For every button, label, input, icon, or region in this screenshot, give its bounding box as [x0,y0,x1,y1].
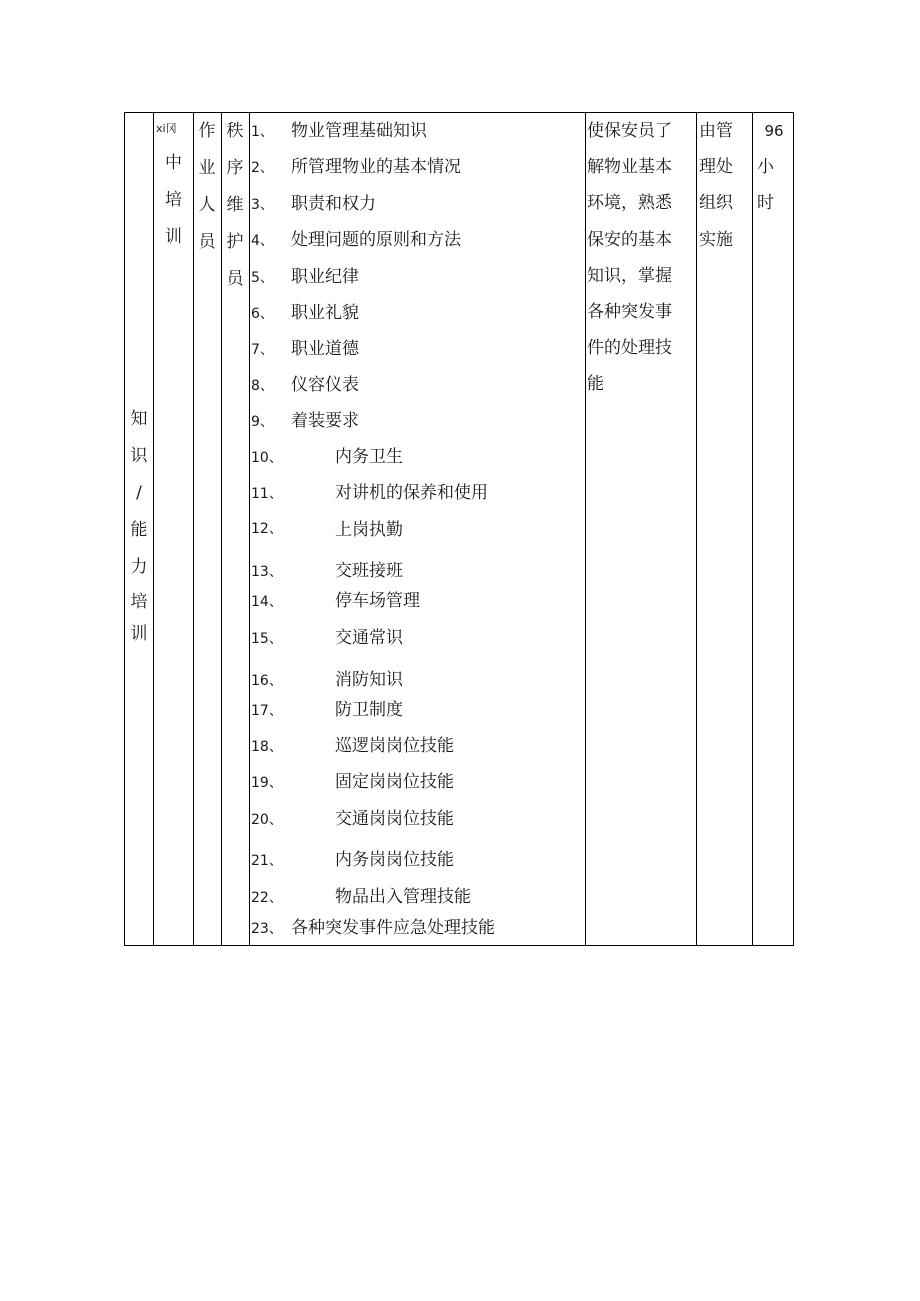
target-char: 业 [198,158,216,178]
goal-line: 使保安员了 [587,121,672,141]
content-number: 19、 [251,775,283,791]
target-char: 人 [198,195,216,215]
content-item [251,194,376,215]
target-char: 作 [198,121,216,141]
content-number: 13、 [251,564,283,580]
program-label [154,113,193,256]
target-col2 [222,113,248,298]
target-char: 秩 [226,121,244,141]
program-char: 培 [165,190,182,210]
organizer-line: 理处 [699,157,733,178]
goal-line: 件的处理技 [587,338,672,359]
content-text: 处理问题的原则和方法 [291,230,461,250]
program-char: 训 [165,227,182,247]
content-text: 防卫制度 [335,700,403,720]
content-number: 9、 [251,414,274,430]
content-number: 23、 [251,921,283,937]
organizer [699,113,733,258]
hours-value: 96 [764,122,784,140]
target-char: 护 [226,232,244,252]
section-char: 能 [130,520,148,540]
program-char: 中 [165,153,182,173]
content-item [251,447,403,468]
content-item [251,561,403,582]
content-number: 1、 [251,124,274,140]
section-char: 知 [130,409,148,429]
content-number: 16、 [251,673,283,689]
content-number: 10、 [251,450,283,466]
content-number: 12、 [251,521,283,537]
content-item [251,736,454,757]
training-table [124,112,794,946]
content-text: 仪容仪表 [291,375,359,395]
program-glyph: ⅹⅰ冈 [156,122,177,135]
content-text: 巡逻岗岗位技能 [335,736,454,756]
content-number: 5、 [251,270,274,286]
content-number: 2、 [251,160,274,176]
content-item [251,375,359,396]
content-text: 内务卫生 [335,447,403,467]
content-text: 交班接班 [335,561,403,581]
content-item [251,303,359,324]
target-char: 员 [198,232,216,252]
target-char: 员 [226,269,244,289]
content-item [251,518,403,540]
content-item [251,157,461,178]
section-char: 训 [130,624,148,644]
content-number: 17、 [251,703,283,719]
goal-line: 各种突发事 [587,302,672,323]
content-text: 内务岗岗位技能 [335,850,454,870]
content-text: 职责和权力 [291,194,376,214]
goal-line: 环境，熟悉 [587,193,672,214]
content-number: 20、 [251,812,283,828]
goal-line: 能 [587,374,604,395]
content-text: 交通常识 [335,628,403,648]
organizer-line: 组织 [699,193,733,214]
content-number: 15、 [251,631,283,647]
hours-unit-char: 小 [757,157,774,178]
content-item [251,887,471,908]
section-label [126,401,152,650]
goal-line: 解物业基本 [587,157,672,178]
content-number: 6、 [251,306,274,322]
section-char: 识 [130,446,148,466]
content-item [251,809,454,830]
target-char: 序 [226,158,244,178]
content-text: 职业纪律 [291,267,359,287]
content-text: 着装要求 [291,411,359,431]
content-item [251,670,403,691]
content-text: 物品出入管理技能 [335,887,471,907]
content-text: 职业道德 [291,339,359,359]
column-divider [752,113,753,945]
content-text: 对讲机的保养和使用 [335,483,488,503]
content-number: 8、 [251,378,274,394]
column-divider [696,113,697,945]
content-number: 3、 [251,197,274,213]
content-item [251,628,403,649]
hours-unit-char: 时 [757,193,774,214]
content-number: 21、 [251,853,283,869]
content-text: 交通岗岗位技能 [335,809,454,829]
content-item [251,339,359,360]
target-col1 [194,113,220,261]
content-text: 各种突发事件应急处理技能 [291,918,495,938]
section-char: 培 [130,592,148,612]
content-text: 上岗执勤 [335,520,403,540]
content-item [251,230,461,251]
section-char: 力 [130,557,148,577]
content-item [251,700,403,721]
training-hours [755,113,793,222]
content-number: 11、 [251,486,283,502]
content-number: 4、 [251,233,274,249]
goal-line: 知识，掌握 [587,265,672,286]
content-number: 18、 [251,739,283,755]
content-item [251,850,454,871]
content-item [251,483,488,504]
content-text: 消防知识 [335,670,403,690]
content-number: 14、 [251,594,283,610]
content-number: 7、 [251,342,274,358]
content-item [251,267,359,288]
content-item [251,918,495,939]
content-number: 22、 [251,890,283,906]
target-char: 维 [226,195,244,215]
goal-line: 保安的基本 [587,229,672,250]
content-text: 职业礼貌 [291,303,359,323]
content-text: 停车场管理 [335,591,420,611]
content-text: 所管理物业的基本情况 [291,157,461,177]
organizer-line: 由管 [699,121,733,141]
content-text: 物业管理基础知识 [291,121,427,141]
column-divider [249,113,250,945]
content-item [251,772,454,793]
content-text: 固定岗岗位技能 [335,772,454,792]
content-item [251,591,420,612]
section-char: / [136,483,142,503]
column-divider [585,113,586,945]
content-item [251,411,359,432]
training-goal [587,113,672,403]
content-item [251,121,427,142]
organizer-line: 实施 [699,229,733,250]
